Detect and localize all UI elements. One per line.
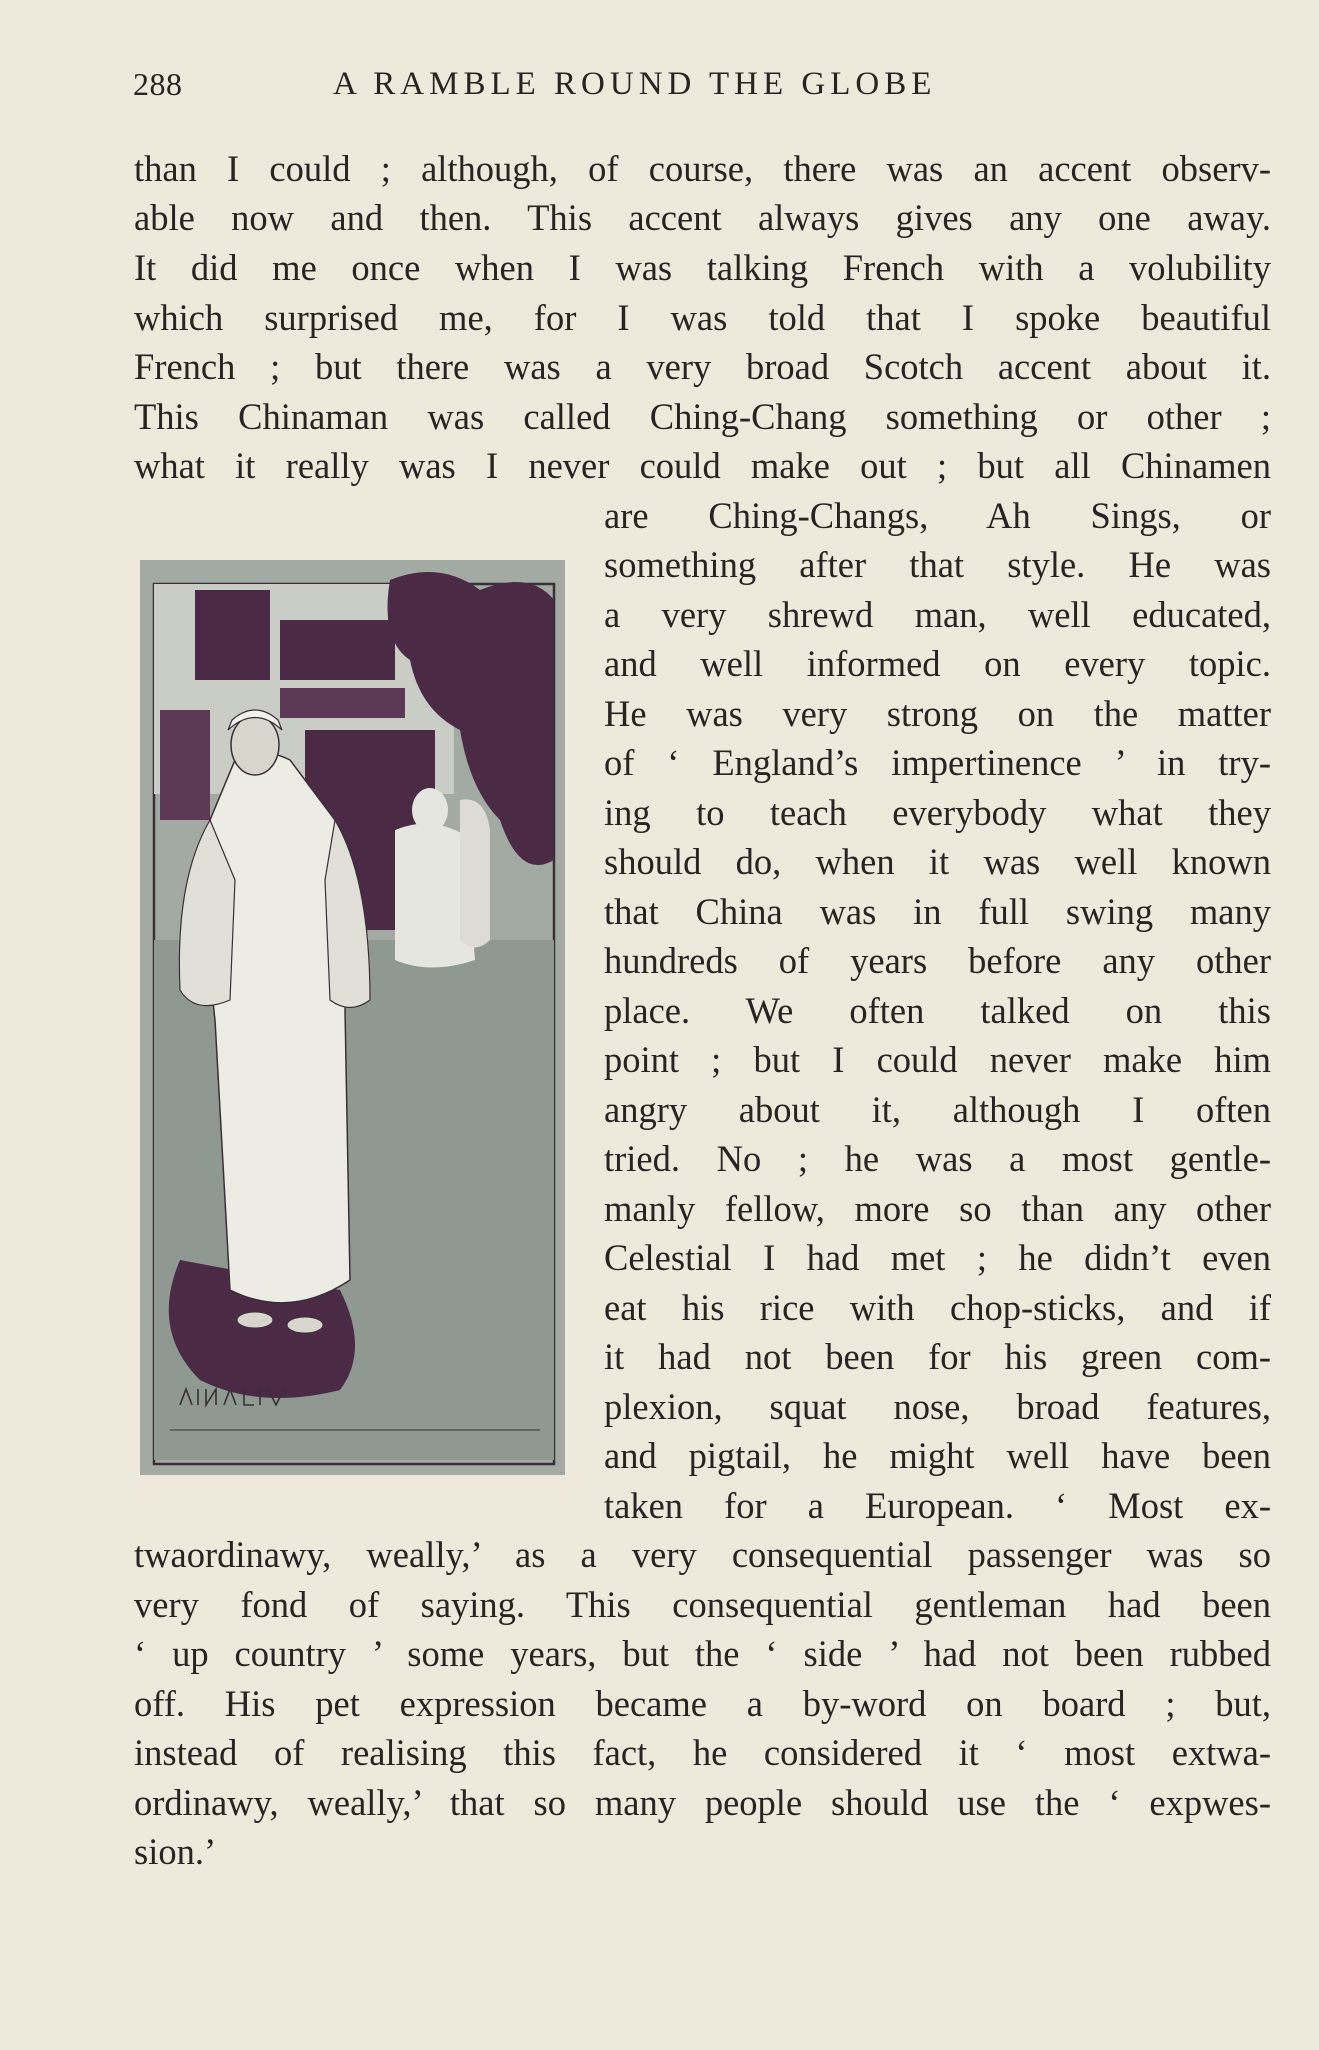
text-line: twaordinawy, weally,’ as a very consequential passenger was so (134, 1534, 1271, 1575)
text-line: angry about it, although I often (604, 1089, 1271, 1130)
text-line: which surprised me, for I was told that I spoke beautiful (134, 297, 1271, 338)
text-line: it had not been for his green com- (604, 1336, 1271, 1377)
text-line: plexion, squat nose, broad features, (604, 1386, 1271, 1427)
text-line: This Chinaman was called Ching-Chang something or other ; (134, 396, 1271, 437)
text-line: French ; but there was a very broad Scotch accent about it. (134, 346, 1271, 387)
text-line: It did me once when I was talking French with a volubility (134, 247, 1271, 288)
text-line: and well informed on every topic. (604, 643, 1271, 684)
text-line: hundreds of years before any other (604, 940, 1271, 981)
text-line: ordinawy, weally,’ that so many people should use the ‘ expwes- (134, 1782, 1271, 1823)
text-line: Celestial I had met ; he didn’t even (604, 1237, 1271, 1278)
text-line: instead of realising this fact, he considered it ‘ most extwa- (134, 1732, 1271, 1773)
text-line: sion.’ (134, 1831, 217, 1872)
page-number: 288 (133, 66, 183, 102)
text-line: what it really was I never could make out ; but all Chinamen (134, 445, 1271, 486)
text-line: eat his rice with chop-sticks, and if (604, 1287, 1271, 1328)
text-line: manly fellow, more so than any other (604, 1188, 1271, 1229)
text-line: should do, when it was well known (604, 841, 1271, 882)
text-line: place. We often talked on this (604, 990, 1271, 1031)
text-line: He was very strong on the matter (604, 693, 1271, 734)
text-line: a very shrewd man, well educated, (604, 594, 1271, 635)
illustration-drawing (140, 560, 565, 1475)
running-header (133, 66, 1073, 114)
text-line: that China was in full swing many (604, 891, 1271, 932)
text-line: able now and then. This accent always gives any one away. (134, 197, 1271, 238)
text-line: are Ching-Changs, Ah Sings, or (604, 495, 1271, 536)
running-title: A RAMBLE ROUND THE GLOBE (333, 66, 937, 102)
illustration-chinaman (140, 560, 565, 1475)
text-line: tried. No ; he was a most gentle- (604, 1138, 1271, 1179)
text-line: ‘ up country ’ some years, but the ‘ side ’ had not been rubbed (134, 1633, 1271, 1674)
text-line: than I could ; although, of course, there was an accent observ- (134, 148, 1271, 189)
text-line: something after that style. He was (604, 544, 1271, 585)
text-line: very fond of saying. This consequential gentleman had been (134, 1584, 1271, 1625)
text-line: ing to teach everybody what they (604, 792, 1271, 833)
text-line: taken for a European. ‘ Most ex- (604, 1485, 1271, 1526)
text-line: and pigtail, he might well have been (604, 1435, 1271, 1476)
text-line: off. His pet expression became a by-word on board ; but, (134, 1683, 1271, 1724)
text-line: point ; but I could never make him (604, 1039, 1271, 1080)
text-line: of ‘ England’s impertinence ’ in try- (604, 742, 1271, 783)
